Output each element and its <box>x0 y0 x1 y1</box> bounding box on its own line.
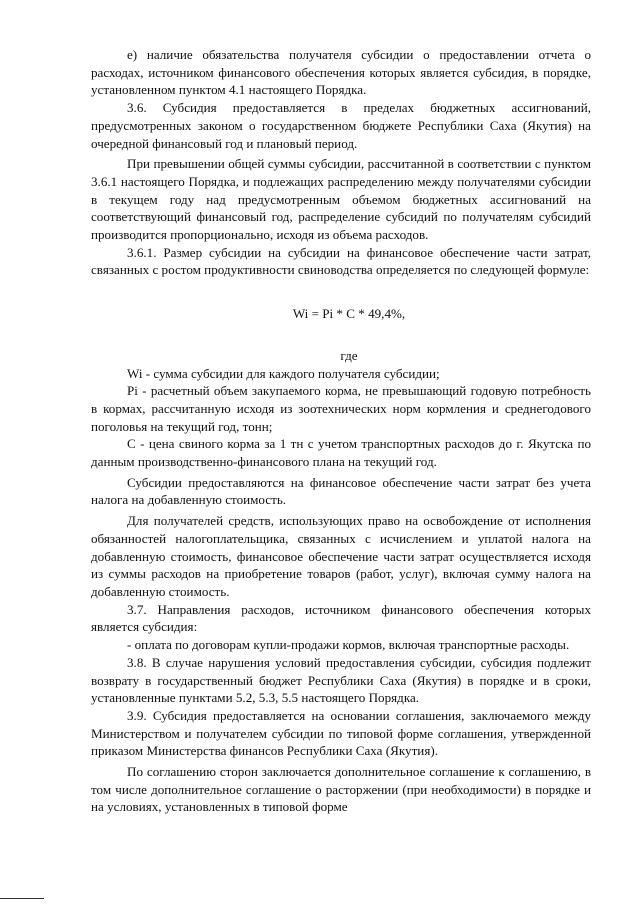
document-body <box>91 46 591 816</box>
paragraph-additional-agreement: По соглашению сторон заключается дополнительное соглашение к соглашению, в том числе дополнительное соглашение о расторжении (при необходимости) в порядке и на условиях, установленных в типовой форме <box>91 764 591 815</box>
paragraph-3-6-1: 3.6.1. Размер субсидии на субсидии на финансовое обеспечение части затрат, связанных с ростом продуктивности свиноводства определяется по следующей формуле: <box>91 244 591 278</box>
paragraph-3-9: 3.9. Субсидия предоставляется на основании соглашения, заключаемого между Министерством и получателем субсидии по типовой форме соглашения, утвержденной приказом Министерства финансов Республики Саха (Якутия). <box>91 707 591 759</box>
formula-where-label: где <box>340 347 358 363</box>
paragraph-obligation-report: е) наличие обязательства получателя субсидии о предоставлении отчета о расходах, источником финансового обеспечения которых является субсидия, в порядке, установленном пунктом 4.1 настоящего Порядка. <box>91 47 591 98</box>
definition-c: С - цена свиного корма за 1 тн с учетом транспортных расходов до г. Якутска по данным производственно-финансового плана на текущий год. <box>91 436 591 470</box>
definition-pi: Pi - расчетный объем закупаемого корма, не превышающий годовую потребность в кормах, рассчитанную исходя из зоотехнических норм кормления и среднегодового поголовья на текущий год, тонн; <box>91 383 591 434</box>
definition-wi: Wi - сумма субсидии для каждого получателя субсидии; <box>127 365 440 381</box>
paragraph-excess-distribution: При превышении общей суммы субсидии, рассчитанной в соответствии с пунктом 3.6.1 настоящего Порядка, и подлежащих распределению между получателями субсидии в текущем году над предусмотренным объемом бюджетных ассигнований на соответствующий финансовый год, распределение субсидий по получателям субсидий производится пропорционально, исходя из объема расходов. <box>91 156 591 243</box>
paragraph-feed-payment: - оплата по договорам купли-продажи кормов, включая транспортные расходы. <box>127 637 570 653</box>
paragraph-without-vat: Субсидии предоставляются на финансовое обеспечение части затрат без учета налога на добавленную стоимость. <box>91 474 591 508</box>
subsidy-formula: Wi = Pi * C * 49,4%, <box>292 306 406 322</box>
paragraph-3-7: 3.7. Направления расходов, источником финансового обеспечения которых является субсидия: <box>91 601 591 635</box>
paragraph-3-8: 3.8. В случае нарушения условий предоставления субсидии, субсидия подлежит возврату в государственный бюджет Республики Саха (Якутия) в порядке и в сроки, установленные пунктами 5.2, 5.3, 5.5 настоящего Порядка. <box>91 654 591 706</box>
paragraph-3-6: 3.6. Субсидия предоставляется в пределах бюджетных ассигнований, предусмотренных законом о государственном бюджете Республики Саха (Якутия) на очередной финансовый год и плановый период. <box>91 100 591 151</box>
paragraph-vat-exemption: Для получателей средств, использующих право на освобождение от исполнения обязанностей налогоплательщика, связанных с исчислением и уплатой налога на добавленную стоимость, финансовое обеспечение части затрат осуществляется исходя из суммы расходов на приобретение товаров (работ, услуг), включая сумму налога на добавленную стоимость. <box>91 513 591 599</box>
footer-rule <box>0 898 44 899</box>
